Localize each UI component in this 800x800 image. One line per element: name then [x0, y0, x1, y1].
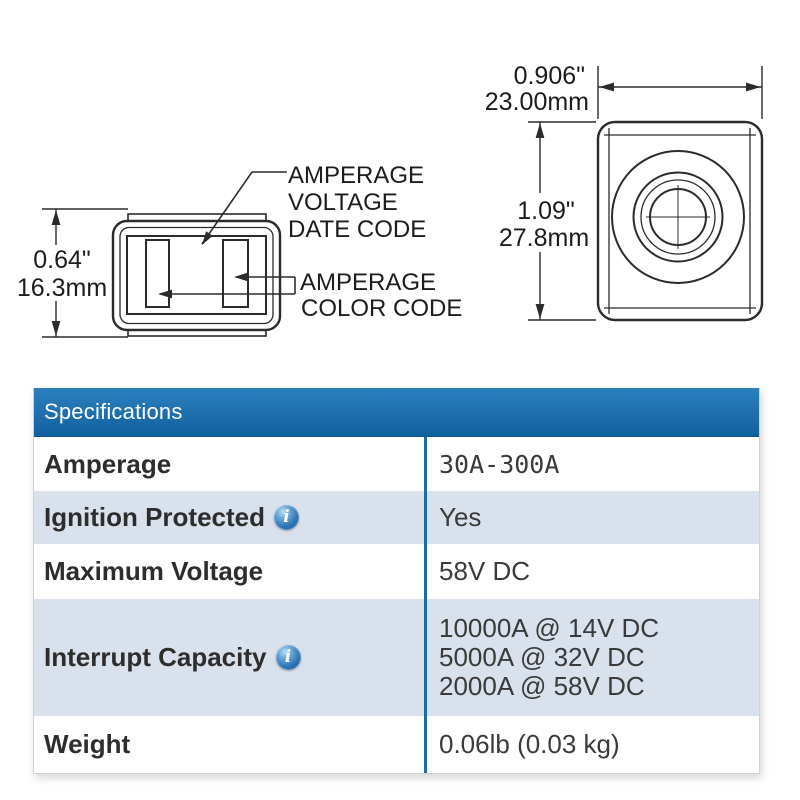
spec-row-ignition-protected — [34, 491, 759, 544]
spec-value-text: Yes — [439, 502, 482, 532]
front-height-mm: 27.8mm — [498, 224, 590, 252]
spec-row-maximum-voltage — [34, 544, 759, 599]
spec-value-amperage — [427, 437, 759, 491]
side-height-inches: 0.64" — [33, 246, 91, 274]
spec-label-weight — [34, 716, 427, 773]
side-view-drawing — [113, 214, 280, 336]
front-height-inches: 1.09" — [517, 197, 575, 225]
arrow-down — [52, 321, 61, 336]
specifications-title: Specifications — [44, 399, 183, 424]
color-code-slot-right — [223, 240, 248, 307]
info-icon[interactable] — [276, 645, 301, 670]
spec-value-weight — [427, 716, 759, 773]
info-icon[interactable] — [274, 505, 299, 530]
spec-value-text: 2000A @ 58V DC — [439, 671, 645, 701]
spec-value-text: 30A-300A — [439, 449, 560, 479]
spec-row-weight — [34, 716, 759, 773]
color-code-slot-left — [146, 240, 169, 307]
arrow-up — [536, 123, 545, 138]
spec-value-maximum-voltage — [427, 544, 759, 599]
arrow-down — [536, 304, 545, 319]
callout-bottom-line1: AMPERAGE — [300, 269, 437, 296]
spec-label-text: Amperage — [44, 448, 172, 479]
spec-value-ignition-protected — [427, 491, 759, 544]
spec-label-ignition-protected — [34, 491, 427, 544]
front-width-inches: 0.906" — [513, 62, 585, 90]
spec-value-text: 5000A @ 32V DC — [439, 642, 645, 672]
spec-value-interrupt-capacity — [427, 599, 759, 716]
technical-drawing — [0, 0, 800, 380]
spec-label-text: Weight — [44, 729, 131, 759]
spec-label-interrupt-capacity — [34, 599, 427, 716]
arrow-left — [599, 83, 614, 92]
callout-bottom-line2: COLOR CODE — [301, 295, 463, 322]
callout-top-line2: VOLTAGE — [288, 189, 398, 216]
front-width-dimension — [598, 66, 762, 119]
spec-label-text: Ignition Protected — [44, 502, 265, 532]
info-icon-glyph: i — [284, 647, 292, 667]
spec-value-text: 58V DC — [439, 556, 531, 586]
specifications-header — [34, 388, 759, 437]
spec-label-text: Maximum Voltage — [44, 556, 264, 586]
spec-row-interrupt-capacity — [34, 599, 759, 716]
spec-row-amperage — [34, 437, 759, 491]
callout-top-line1: AMPERAGE — [288, 162, 425, 189]
front-view-drawing — [598, 122, 762, 320]
spec-label-maximum-voltage — [34, 544, 427, 599]
front-width-mm: 23.00mm — [484, 88, 589, 116]
arrow-up — [52, 210, 61, 225]
specifications-table — [33, 388, 760, 774]
spec-value-text: 0.06lb (0.03 kg) — [439, 729, 620, 759]
arrow-right — [746, 83, 761, 92]
info-icon-glyph: i — [283, 507, 290, 527]
spec-value-text: 10000A @ 14V DC — [439, 613, 660, 643]
callout-top-line3: DATE CODE — [288, 216, 427, 243]
side-height-mm: 16.3mm — [16, 274, 108, 302]
spec-label-amperage — [34, 437, 427, 491]
spec-label-text: Interrupt Capacity — [44, 642, 267, 672]
